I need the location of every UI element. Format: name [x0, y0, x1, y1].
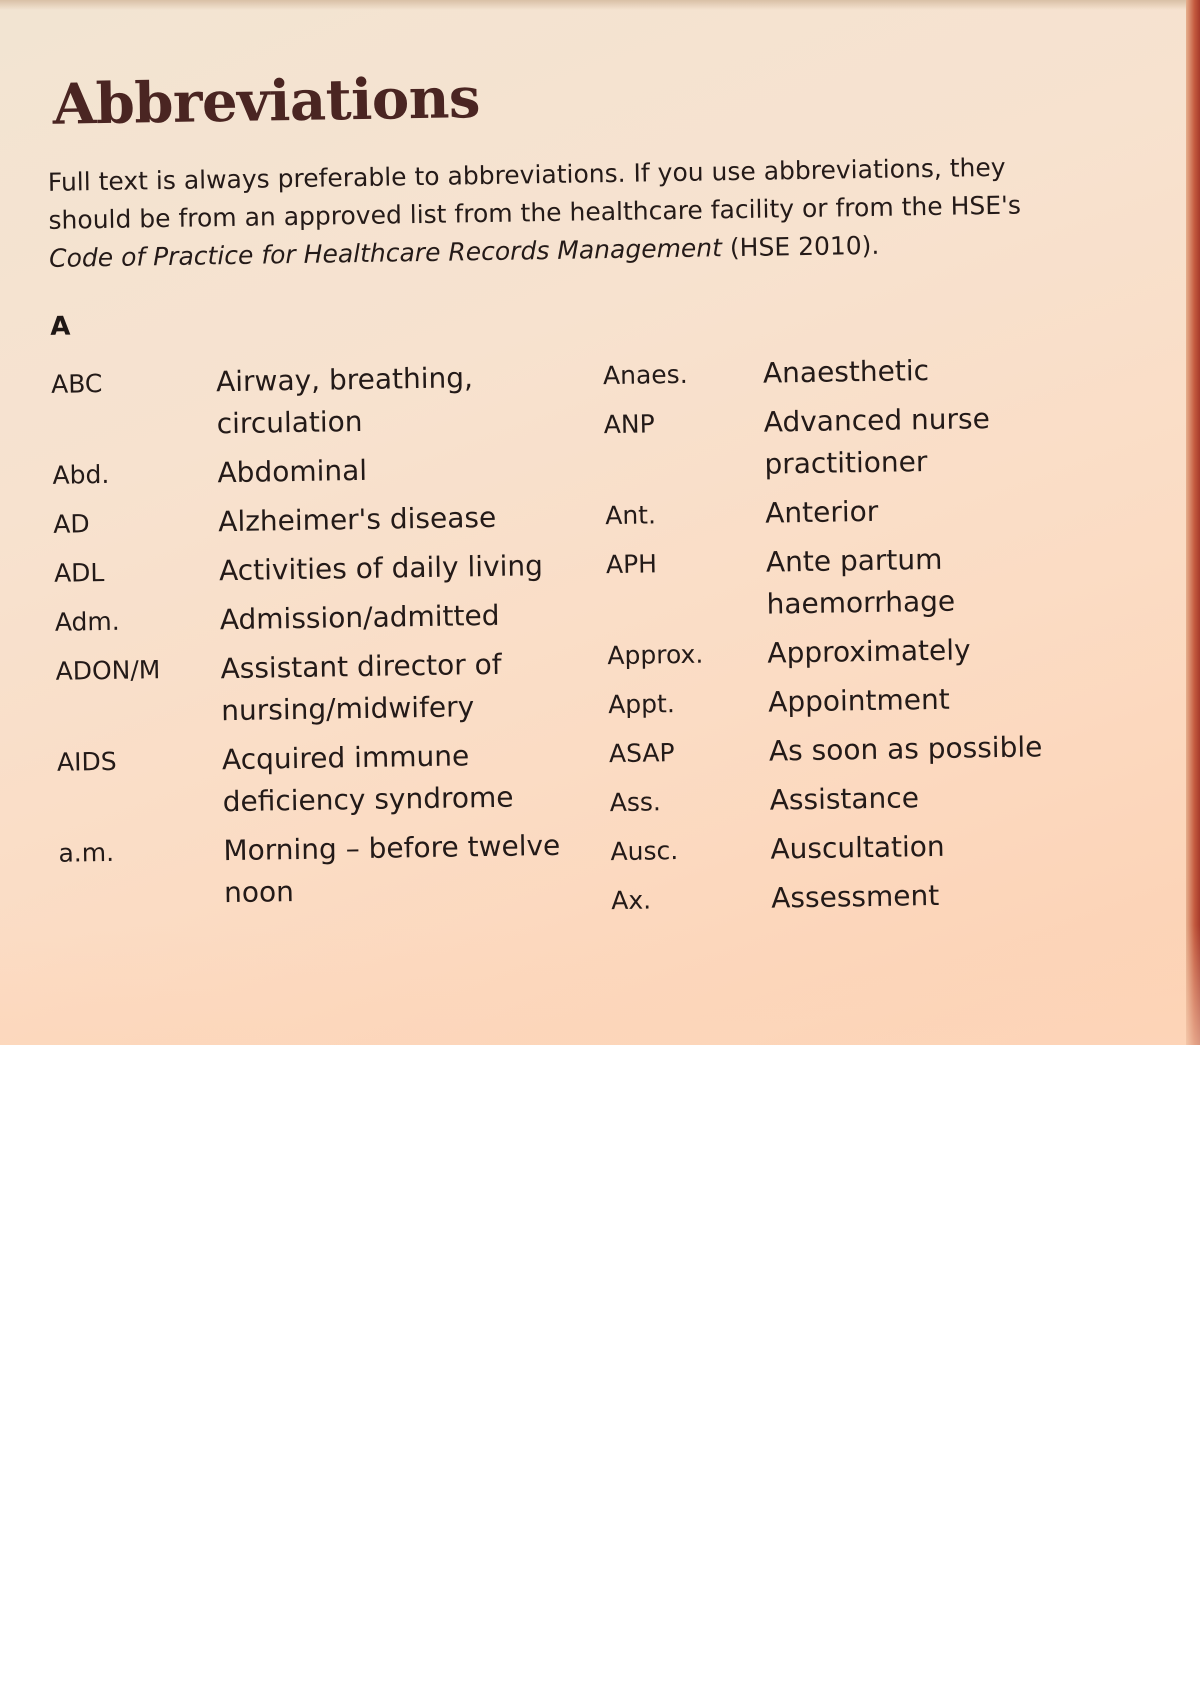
- right-column: [603, 347, 1112, 929]
- definition: As soon as possible: [768, 730, 1043, 768]
- abbreviation: Abd.: [52, 459, 110, 490]
- abbreviation: Ass.: [609, 787, 662, 818]
- abbreviation: ADON/M: [55, 655, 161, 686]
- list-item: [610, 823, 1111, 873]
- intro-text-2: (HSE 2010).: [721, 230, 880, 263]
- left-column: [51, 355, 600, 923]
- definition: Assessment: [770, 878, 940, 915]
- abbreviation: Ax.: [611, 885, 652, 916]
- abbreviation: Anaes.: [602, 359, 688, 391]
- list-item: [53, 495, 594, 545]
- definition: Activities of daily living: [218, 549, 544, 588]
- book-cover-edge: [1186, 0, 1200, 1045]
- abbreviation: ABC: [50, 369, 103, 399]
- page-title: Abbreviations: [52, 65, 481, 138]
- abbreviation: Ausc.: [610, 836, 679, 867]
- abbreviation: ASAP: [608, 738, 675, 769]
- list-item: [51, 355, 592, 447]
- list-item: [55, 642, 596, 734]
- list-item: [603, 347, 1104, 397]
- list-item: [57, 733, 598, 825]
- abbreviation: AD: [53, 509, 90, 539]
- list-item: [608, 676, 1109, 726]
- list-item: [603, 396, 1104, 488]
- list-item: [609, 725, 1110, 775]
- list-item: [54, 544, 595, 594]
- intro-text-1: Full text is always preferable to abbreviations. If you use abbreviations, they should be from an approved list from the healthcare facility or from the HSE's: [47, 152, 1022, 235]
- definition: Alzheimer's disease: [218, 500, 497, 539]
- list-item: [58, 824, 599, 916]
- page-content: [38, 43, 1112, 964]
- definition: Acquired immune deficiency syndrome: [221, 739, 514, 819]
- definition: Appointment: [767, 682, 950, 719]
- definition: Auscultation: [770, 829, 945, 866]
- definition: Assistant director of nursing/midwifery: [220, 647, 502, 728]
- list-item: [607, 627, 1108, 677]
- abbreviation-list: [43, 347, 1112, 964]
- definition: Abdominal: [217, 453, 368, 490]
- abbreviation: Appt.: [607, 689, 676, 720]
- definition: Advanced nurse practitioner: [763, 402, 991, 481]
- intro-paragraph: [48, 148, 1090, 278]
- abbreviation: ANP: [603, 409, 655, 440]
- list-item: [55, 593, 596, 643]
- abbreviation: Approx.: [607, 639, 704, 671]
- page-top-shadow: [0, 0, 1200, 10]
- definition: Morning – before twelve noon: [223, 828, 561, 910]
- definition: Ante partum haemorrhage: [765, 542, 956, 621]
- definition: Admission/admitted: [219, 598, 500, 637]
- abbreviation: Ant.: [604, 500, 657, 531]
- definition: Approximately: [767, 633, 971, 670]
- abbreviation: APH: [605, 549, 658, 580]
- definition: Assistance: [769, 781, 920, 817]
- definition: Airway, breathing, circulation: [215, 361, 474, 441]
- section-letter: A: [49, 311, 71, 342]
- intro-reference-title: Code of Practice for Healthcare Records Management: [48, 233, 723, 273]
- definition: Anterior: [764, 494, 879, 530]
- abbreviation: Adm.: [54, 606, 120, 637]
- definition: Anaesthetic: [762, 354, 930, 390]
- abbreviation: ADL: [53, 558, 105, 588]
- list-item: [606, 536, 1107, 628]
- list-item: [52, 446, 593, 496]
- list-item: [605, 487, 1106, 537]
- list-item: [611, 872, 1112, 922]
- list-item: [609, 774, 1110, 824]
- abbreviation: AIDS: [56, 746, 117, 777]
- abbreviation: a.m.: [58, 837, 115, 868]
